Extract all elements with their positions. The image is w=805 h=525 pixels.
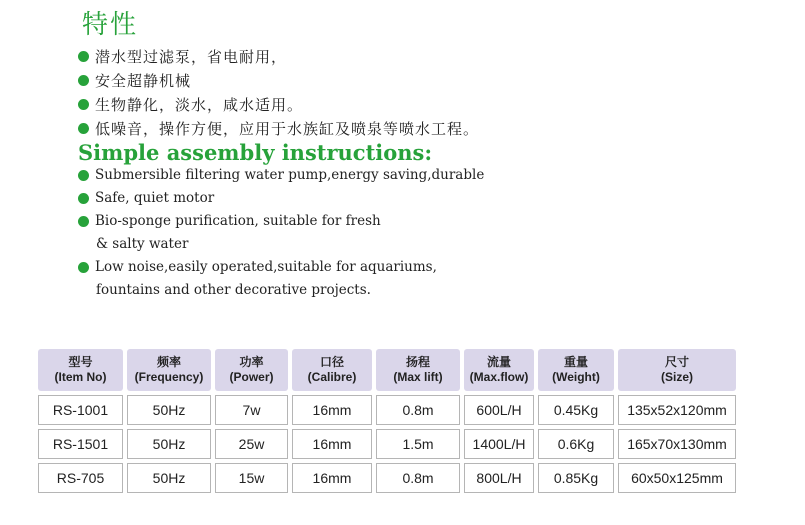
cell-power: 7w xyxy=(215,395,288,425)
feature-text-cn: 低噪音，操作方便，应用于水族缸及喷泉等喷水工程。 xyxy=(95,119,480,138)
cell-weight: 0.85Kg xyxy=(538,463,614,493)
feature-item-cn xyxy=(78,44,479,68)
cell-size: 135x52x120mm xyxy=(618,395,736,425)
instruction-item-en xyxy=(78,164,484,187)
cell-calibre: 16mm xyxy=(292,463,372,493)
feature-text-cn: 潜水型过滤泵，省电耐用， xyxy=(95,47,288,66)
bullet-icon xyxy=(78,262,89,273)
table-row xyxy=(38,395,736,425)
feature-text-cn: 安全超静机械 xyxy=(95,71,192,90)
bullet-icon xyxy=(78,170,89,181)
header-size: 尺寸 (Size) xyxy=(618,349,736,391)
cell-frequency: 50Hz xyxy=(127,395,211,425)
cell-max-flow: 1400L/H xyxy=(464,429,534,459)
instructions-title-en: Simple assembly instructions: xyxy=(78,140,433,165)
instructions-list-en xyxy=(78,164,484,302)
table-row xyxy=(38,463,736,493)
cell-size: 165x70x130mm xyxy=(618,429,736,459)
bullet-icon xyxy=(78,51,89,62)
feature-text-cn: 生物静化，淡水，咸水适用。 xyxy=(95,95,304,114)
instruction-text-en: Low noise,easily operated,suitable for aquariums, xyxy=(95,259,437,275)
features-list-cn xyxy=(78,44,479,140)
header-weight: 重量 (Weight) xyxy=(538,349,614,391)
cell-frequency: 50Hz xyxy=(127,463,211,493)
cell-calibre: 16mm xyxy=(292,429,372,459)
spec-header-row xyxy=(38,349,736,391)
instruction-text-en: Submersible filtering water pump,energy saving,durable xyxy=(95,167,485,183)
bullet-icon xyxy=(78,123,89,134)
header-item-no: 型号 (Item No) xyxy=(38,349,123,391)
bullet-icon xyxy=(78,75,89,86)
header-max-lift: 扬程 (Max lift) xyxy=(376,349,460,391)
cell-max-lift: 1.5m xyxy=(376,429,460,459)
cell-weight: 0.45Kg xyxy=(538,395,614,425)
feature-item-cn xyxy=(78,68,479,92)
cell-max-flow: 600L/H xyxy=(464,395,534,425)
header-max-flow: 流量 (Max.flow) xyxy=(464,349,534,391)
cell-calibre: 16mm xyxy=(292,395,372,425)
feature-item-cn xyxy=(78,92,479,116)
cell-item-no: RS-1001 xyxy=(38,395,123,425)
cell-item-no: RS-705 xyxy=(38,463,123,493)
cell-max-flow: 800L/H xyxy=(464,463,534,493)
cell-max-lift: 0.8m xyxy=(376,463,460,493)
cell-item-no: RS-1501 xyxy=(38,429,123,459)
cell-size: 60x50x125mm xyxy=(618,463,736,493)
header-calibre: 口径 (Calibre) xyxy=(292,349,372,391)
instruction-text-en-continued: fountains and other decorative projects. xyxy=(96,282,371,298)
header-power: 功率 (Power) xyxy=(215,349,288,391)
feature-item-cn xyxy=(78,116,479,140)
instruction-text-en-continued: & salty water xyxy=(96,236,189,252)
bullet-icon xyxy=(78,99,89,110)
bullet-icon xyxy=(78,193,89,204)
instruction-text-en: Bio-sponge purification, suitable for fresh xyxy=(95,213,381,229)
instruction-item-en xyxy=(78,256,484,302)
bullet-icon xyxy=(78,216,89,227)
instruction-text-en: Safe, quiet motor xyxy=(95,190,215,206)
spec-table xyxy=(34,345,740,497)
table-row xyxy=(38,429,736,459)
cell-power: 15w xyxy=(215,463,288,493)
features-title-cn: 特性 xyxy=(82,10,139,40)
cell-power: 25w xyxy=(215,429,288,459)
instruction-item-en xyxy=(78,210,484,256)
cell-max-lift: 0.8m xyxy=(376,395,460,425)
header-frequency: 频率 (Frequency) xyxy=(127,349,211,391)
instruction-item-en xyxy=(78,187,484,210)
cell-frequency: 50Hz xyxy=(127,429,211,459)
cell-weight: 0.6Kg xyxy=(538,429,614,459)
